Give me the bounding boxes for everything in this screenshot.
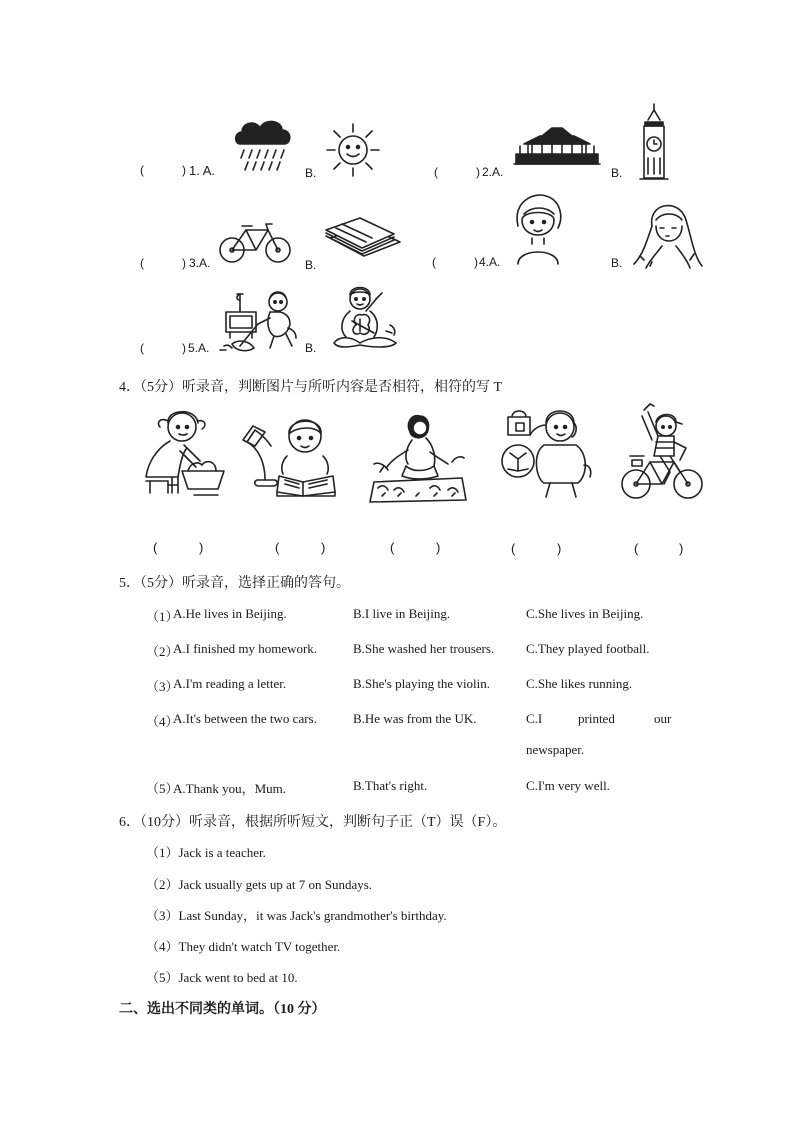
item5-option-b: B.: [305, 341, 317, 355]
item5-paren-open: (: [140, 341, 144, 355]
item5-paren-close: ): [182, 341, 186, 355]
part2-heading: 二、选出不同类的单词。（10 分）: [119, 1002, 326, 1017]
item3-label: 3.A.: [189, 256, 211, 270]
q5-row2-c: C.They played football.: [526, 641, 650, 656]
item1-label: 1. A.: [189, 163, 216, 178]
q5-row5-b: B.That's right.: [353, 778, 428, 793]
q6-item4: （4）They didn't watch TV together.: [146, 939, 341, 954]
q5-row1-c: C.She lives in Beijing.: [526, 606, 644, 621]
q6-item5: （5）Jack went to bed at 10.: [146, 970, 298, 985]
q4-heading: 4．（5分）听录音，判断图片与所听内容是否相符，相符的写 T: [119, 380, 503, 395]
q4-blank4-close: ): [557, 541, 562, 556]
q5-row3-num: （3）: [146, 679, 179, 694]
girl-washing-icon: [138, 405, 228, 500]
item3-paren-close: ): [182, 256, 186, 270]
bicycle-icon: [218, 216, 293, 266]
item2-paren-open: (: [434, 165, 438, 179]
q4-blank2-close: ): [321, 540, 326, 555]
q4-blank5-close: ): [679, 541, 684, 556]
q5-row5-num: （5）: [146, 781, 179, 796]
woman-phone-icon: [496, 405, 596, 500]
q5-row4-b: B.He was from the UK.: [353, 711, 477, 726]
q6-item1: （1）Jack is a teacher.: [146, 845, 266, 860]
rain-cloud-icon: [234, 118, 294, 173]
q5-row4-c-part4: newspaper.: [526, 742, 585, 757]
q4-blank1-open: (: [153, 540, 158, 555]
q5-row3-a: A.I'm reading a letter.: [173, 676, 287, 691]
item1-option-b: B.: [305, 166, 317, 180]
boy-reading-icon: [241, 412, 341, 497]
q5-row1-b: B.I live in Beijing.: [353, 606, 451, 621]
big-ben-icon: [636, 102, 672, 182]
q5-row2-num: （2）: [146, 644, 179, 659]
item3-option-b: B.: [305, 258, 317, 272]
q5-row4-c-part1: C.I: [526, 711, 543, 726]
q4-blank4-open: (: [511, 541, 516, 556]
boy-violin-icon: [330, 285, 400, 350]
q5-row2-a: A.I finished my homework.: [173, 641, 318, 656]
item4-label: 4.A.: [479, 255, 501, 269]
item2-paren-close: ): [476, 165, 480, 179]
q5-row4-c-part2: printed: [578, 711, 615, 726]
q6-item3: （3）Last Sunday，it was Jack's grandmother's birthday.: [146, 908, 447, 923]
item1-paren-close: ): [182, 163, 186, 177]
q5-row4-a: A.It's between the two cars.: [173, 711, 317, 726]
q4-blank2-open: (: [275, 540, 280, 555]
girl-long-hair-icon: [632, 196, 707, 271]
item2-option-b: B.: [611, 166, 623, 180]
woman-gardening-icon: [368, 410, 468, 505]
q6-heading: 6．（10分）听录音，根据所听短文，判断句子正（T）误（F）。: [119, 815, 507, 830]
girl-short-hair-icon: [510, 192, 566, 267]
q4-blank1-close: ): [199, 540, 204, 555]
paper-stack-icon: [322, 212, 402, 262]
item1-paren-open: (: [140, 163, 144, 177]
sun-icon: [323, 120, 383, 180]
q4-blank5-open: (: [634, 541, 639, 556]
q5-row1-a: A.He lives in Beijing.: [173, 606, 287, 621]
q5-row5-c: C.I'm very well.: [526, 778, 610, 793]
q5-row1-num: （1）: [146, 609, 179, 624]
item5-label: 5.A.: [188, 341, 210, 355]
item4-paren-close: ): [474, 255, 478, 269]
item4-option-b: B.: [611, 256, 623, 270]
boy-cycling-icon: [620, 402, 705, 502]
tiananmen-icon: [512, 122, 602, 167]
q4-blank3-close: ): [436, 540, 441, 555]
q6-item2: （2）Jack usually gets up at 7 on Sundays.: [146, 877, 373, 892]
q5-heading: 5．（5分）听录音，选择正确的答句。: [119, 576, 350, 591]
item2-label: 2.A.: [482, 165, 504, 179]
q5-row4-num: （4）: [146, 714, 179, 729]
item4-paren-open: (: [432, 255, 436, 269]
q5-row4-c-part3: our: [654, 711, 672, 726]
item3-paren-open: (: [140, 256, 144, 270]
q5-row3-b: B.She's playing the violin.: [353, 676, 491, 691]
q5-row5-a: A.Thank you，Mum.: [173, 781, 287, 796]
q5-row2-b: B.She washed her trousers.: [353, 641, 495, 656]
girl-cleaning-icon: [218, 288, 298, 353]
q5-row3-c: C.She likes running.: [526, 676, 633, 691]
q4-blank3-open: (: [390, 540, 395, 555]
